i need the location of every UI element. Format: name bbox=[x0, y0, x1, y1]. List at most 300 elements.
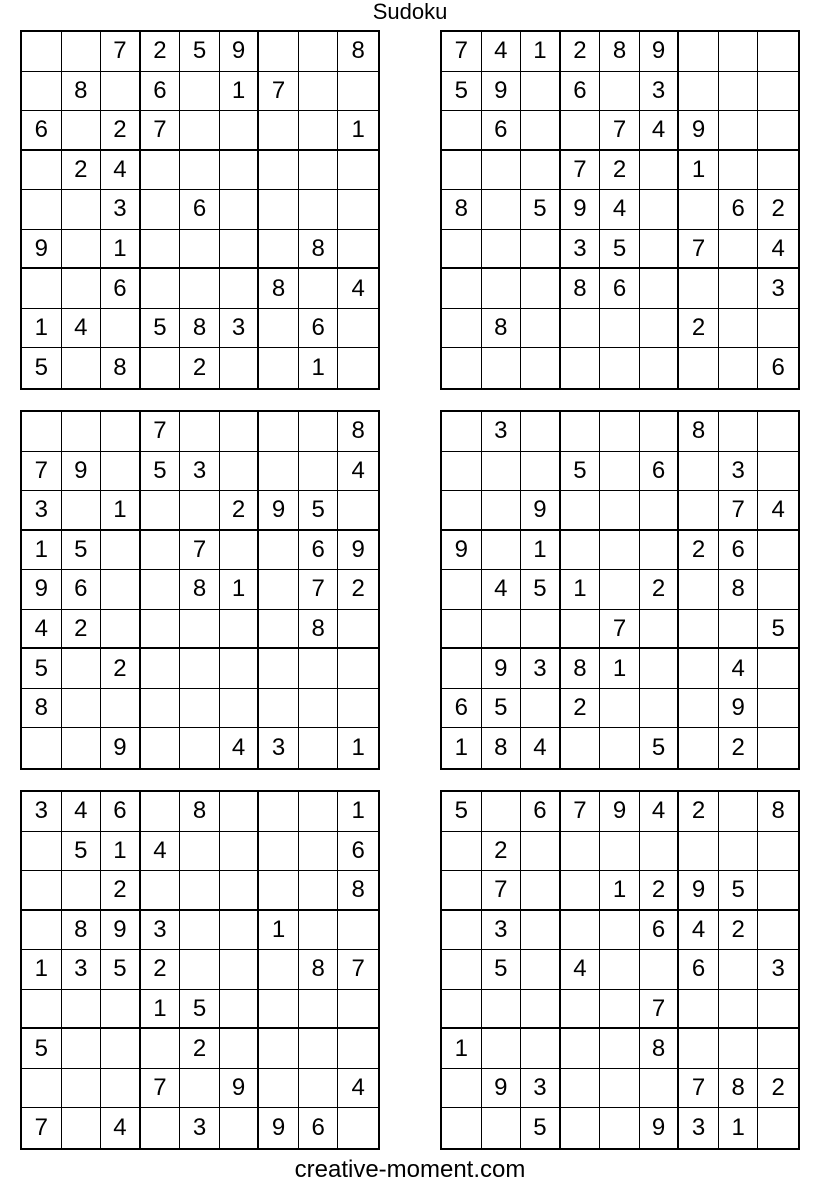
sudoku-cell[interactable] bbox=[442, 649, 482, 689]
sudoku-cell[interactable]: 7 bbox=[141, 412, 181, 452]
sudoku-cell[interactable] bbox=[561, 412, 601, 452]
sudoku-cell[interactable] bbox=[640, 950, 680, 990]
sudoku-cell[interactable]: 1 bbox=[338, 792, 378, 832]
sudoku-cell[interactable] bbox=[758, 412, 798, 452]
sudoku-cell[interactable]: 4 bbox=[141, 832, 181, 872]
sudoku-cell[interactable] bbox=[141, 871, 181, 911]
sudoku-cell[interactable]: 3 bbox=[180, 452, 220, 492]
sudoku-cell[interactable]: 2 bbox=[101, 649, 141, 689]
sudoku-cell[interactable] bbox=[600, 348, 640, 388]
sudoku-cell[interactable]: 6 bbox=[22, 111, 62, 151]
sudoku-cell[interactable]: 3 bbox=[101, 190, 141, 230]
sudoku-cell[interactable]: 5 bbox=[22, 348, 62, 388]
sudoku-cell[interactable] bbox=[640, 610, 680, 650]
sudoku-cell[interactable] bbox=[141, 230, 181, 270]
sudoku-cell[interactable] bbox=[679, 1029, 719, 1069]
sudoku-cell[interactable]: 1 bbox=[719, 1108, 759, 1148]
sudoku-cell[interactable]: 1 bbox=[561, 570, 601, 610]
sudoku-cell[interactable] bbox=[141, 1029, 181, 1069]
sudoku-cell[interactable] bbox=[640, 151, 680, 191]
sudoku-cell[interactable] bbox=[679, 610, 719, 650]
sudoku-cell[interactable]: 7 bbox=[22, 452, 62, 492]
sudoku-cell[interactable]: 9 bbox=[561, 190, 601, 230]
sudoku-cell[interactable] bbox=[679, 452, 719, 492]
sudoku-cell[interactable] bbox=[101, 309, 141, 349]
sudoku-cell[interactable] bbox=[259, 452, 299, 492]
sudoku-cell[interactable]: 7 bbox=[640, 990, 680, 1030]
sudoku-cell[interactable] bbox=[220, 950, 260, 990]
sudoku-cell[interactable]: 4 bbox=[482, 570, 522, 610]
sudoku-cell[interactable] bbox=[640, 649, 680, 689]
sudoku-cell[interactable] bbox=[62, 230, 102, 270]
sudoku-cell[interactable]: 9 bbox=[62, 452, 102, 492]
sudoku-cell[interactable] bbox=[719, 230, 759, 270]
sudoku-cell[interactable] bbox=[180, 1069, 220, 1109]
sudoku-cell[interactable]: 5 bbox=[758, 610, 798, 650]
sudoku-cell[interactable] bbox=[482, 230, 522, 270]
sudoku-cell[interactable] bbox=[521, 1029, 561, 1069]
sudoku-cell[interactable]: 6 bbox=[719, 531, 759, 571]
sudoku-cell[interactable] bbox=[561, 832, 601, 872]
sudoku-cell[interactable] bbox=[220, 151, 260, 191]
sudoku-cell[interactable] bbox=[640, 190, 680, 230]
sudoku-cell[interactable]: 2 bbox=[679, 792, 719, 832]
sudoku-cell[interactable] bbox=[561, 111, 601, 151]
sudoku-cell[interactable]: 2 bbox=[101, 871, 141, 911]
sudoku-cell[interactable] bbox=[600, 452, 640, 492]
sudoku-cell[interactable]: 2 bbox=[640, 570, 680, 610]
sudoku-cell[interactable]: 7 bbox=[299, 570, 339, 610]
sudoku-cell[interactable]: 6 bbox=[299, 1108, 339, 1148]
sudoku-cell[interactable]: 2 bbox=[338, 570, 378, 610]
sudoku-cell[interactable] bbox=[442, 950, 482, 990]
sudoku-cell[interactable]: 1 bbox=[600, 649, 640, 689]
sudoku-cell[interactable] bbox=[62, 728, 102, 768]
sudoku-cell[interactable]: 8 bbox=[180, 570, 220, 610]
sudoku-cell[interactable] bbox=[22, 911, 62, 951]
sudoku-cell[interactable] bbox=[482, 531, 522, 571]
sudoku-cell[interactable] bbox=[600, 728, 640, 768]
sudoku-cell[interactable] bbox=[141, 649, 181, 689]
sudoku-cell[interactable]: 6 bbox=[600, 269, 640, 309]
sudoku-cell[interactable]: 8 bbox=[482, 728, 522, 768]
sudoku-cell[interactable] bbox=[719, 950, 759, 990]
sudoku-cell[interactable]: 6 bbox=[719, 190, 759, 230]
sudoku-cell[interactable]: 5 bbox=[62, 832, 102, 872]
sudoku-cell[interactable] bbox=[22, 728, 62, 768]
sudoku-cell[interactable] bbox=[299, 792, 339, 832]
sudoku-cell[interactable] bbox=[521, 911, 561, 951]
sudoku-cell[interactable] bbox=[600, 309, 640, 349]
sudoku-cell[interactable] bbox=[561, 1108, 601, 1148]
sudoku-cell[interactable]: 7 bbox=[600, 111, 640, 151]
sudoku-cell[interactable] bbox=[442, 348, 482, 388]
sudoku-cell[interactable] bbox=[442, 230, 482, 270]
sudoku-cell[interactable]: 8 bbox=[299, 610, 339, 650]
sudoku-cell[interactable] bbox=[259, 230, 299, 270]
sudoku-cell[interactable] bbox=[220, 911, 260, 951]
sudoku-cell[interactable] bbox=[521, 111, 561, 151]
sudoku-cell[interactable] bbox=[180, 950, 220, 990]
sudoku-cell[interactable] bbox=[719, 1029, 759, 1069]
sudoku-cell[interactable] bbox=[640, 348, 680, 388]
sudoku-cell[interactable]: 3 bbox=[758, 950, 798, 990]
sudoku-cell[interactable] bbox=[640, 412, 680, 452]
sudoku-cell[interactable] bbox=[22, 269, 62, 309]
sudoku-cell[interactable] bbox=[640, 491, 680, 531]
sudoku-cell[interactable]: 2 bbox=[640, 871, 680, 911]
sudoku-cell[interactable]: 6 bbox=[640, 911, 680, 951]
sudoku-cell[interactable]: 2 bbox=[482, 832, 522, 872]
sudoku-cell[interactable] bbox=[220, 792, 260, 832]
sudoku-cell[interactable]: 3 bbox=[22, 491, 62, 531]
sudoku-cell[interactable] bbox=[640, 1069, 680, 1109]
sudoku-cell[interactable]: 5 bbox=[180, 32, 220, 72]
sudoku-cell[interactable]: 3 bbox=[220, 309, 260, 349]
sudoku-cell[interactable] bbox=[561, 911, 601, 951]
sudoku-cell[interactable] bbox=[259, 649, 299, 689]
sudoku-cell[interactable] bbox=[180, 230, 220, 270]
sudoku-cell[interactable] bbox=[679, 689, 719, 729]
sudoku-cell[interactable] bbox=[101, 412, 141, 452]
sudoku-cell[interactable] bbox=[299, 649, 339, 689]
sudoku-cell[interactable] bbox=[561, 728, 601, 768]
sudoku-cell[interactable]: 1 bbox=[22, 309, 62, 349]
sudoku-cell[interactable] bbox=[679, 348, 719, 388]
sudoku-cell[interactable]: 5 bbox=[141, 452, 181, 492]
sudoku-cell[interactable] bbox=[521, 309, 561, 349]
sudoku-cell[interactable]: 2 bbox=[101, 111, 141, 151]
sudoku-cell[interactable] bbox=[101, 990, 141, 1030]
sudoku-cell[interactable] bbox=[482, 1029, 522, 1069]
sudoku-cell[interactable]: 2 bbox=[679, 309, 719, 349]
sudoku-cell[interactable] bbox=[758, 72, 798, 112]
sudoku-cell[interactable]: 9 bbox=[719, 689, 759, 729]
sudoku-cell[interactable] bbox=[22, 871, 62, 911]
sudoku-cell[interactable] bbox=[679, 832, 719, 872]
sudoku-cell[interactable] bbox=[141, 792, 181, 832]
sudoku-cell[interactable] bbox=[220, 649, 260, 689]
sudoku-cell[interactable] bbox=[758, 531, 798, 571]
sudoku-cell[interactable]: 6 bbox=[338, 832, 378, 872]
sudoku-cell[interactable] bbox=[62, 1029, 102, 1069]
sudoku-cell[interactable] bbox=[180, 269, 220, 309]
sudoku-cell[interactable] bbox=[180, 689, 220, 729]
sudoku-cell[interactable] bbox=[482, 610, 522, 650]
sudoku-cell[interactable]: 5 bbox=[482, 950, 522, 990]
sudoku-cell[interactable] bbox=[22, 412, 62, 452]
sudoku-cell[interactable] bbox=[220, 871, 260, 911]
sudoku-cell[interactable]: 1 bbox=[442, 728, 482, 768]
sudoku-cell[interactable]: 3 bbox=[719, 452, 759, 492]
sudoku-cell[interactable]: 5 bbox=[141, 309, 181, 349]
sudoku-cell[interactable] bbox=[561, 348, 601, 388]
sudoku-cell[interactable] bbox=[338, 1108, 378, 1148]
sudoku-cell[interactable]: 1 bbox=[351, 734, 365, 762]
sudoku-cell[interactable]: 2 bbox=[561, 32, 601, 72]
sudoku-cell[interactable]: 5 bbox=[600, 230, 640, 270]
sudoku-cell[interactable]: 7 bbox=[141, 1069, 181, 1109]
sudoku-cell[interactable] bbox=[521, 950, 561, 990]
sudoku-cell[interactable] bbox=[640, 309, 680, 349]
sudoku-cell[interactable] bbox=[62, 689, 102, 729]
sudoku-cell[interactable]: 2 bbox=[62, 610, 102, 650]
sudoku-cell[interactable] bbox=[758, 689, 798, 729]
sudoku-cell[interactable]: 9 bbox=[220, 1069, 260, 1109]
sudoku-cell[interactable] bbox=[180, 412, 220, 452]
sudoku-cell[interactable] bbox=[299, 1029, 339, 1069]
sudoku-cell[interactable] bbox=[220, 990, 260, 1030]
sudoku-cell[interactable]: 8 bbox=[180, 792, 220, 832]
sudoku-cell[interactable] bbox=[62, 190, 102, 230]
sudoku-cell[interactable] bbox=[101, 610, 141, 650]
sudoku-cell[interactable]: 1 bbox=[299, 348, 339, 388]
sudoku-cell[interactable]: 4 bbox=[640, 111, 680, 151]
sudoku-cell[interactable] bbox=[220, 610, 260, 650]
sudoku-cell[interactable]: 8 bbox=[561, 269, 601, 309]
sudoku-cell[interactable] bbox=[180, 871, 220, 911]
sudoku-cell[interactable] bbox=[338, 151, 378, 191]
sudoku-cell[interactable] bbox=[442, 570, 482, 610]
sudoku-cell[interactable]: 2 bbox=[180, 348, 220, 388]
sudoku-cell[interactable]: 7 bbox=[482, 871, 522, 911]
sudoku-cell[interactable]: 3 bbox=[640, 72, 680, 112]
sudoku-cell[interactable] bbox=[299, 728, 339, 768]
sudoku-cell[interactable] bbox=[521, 348, 561, 388]
sudoku-cell[interactable] bbox=[719, 832, 759, 872]
sudoku-cell[interactable] bbox=[640, 531, 680, 571]
sudoku-cell[interactable]: 5 bbox=[180, 990, 220, 1030]
sudoku-cell[interactable]: 7 bbox=[22, 1108, 62, 1148]
sudoku-cell[interactable]: 7 bbox=[259, 72, 299, 112]
sudoku-cell[interactable] bbox=[482, 151, 522, 191]
sudoku-cell[interactable] bbox=[561, 990, 601, 1030]
sudoku-cell[interactable]: 4 bbox=[521, 728, 561, 768]
sudoku-cell[interactable] bbox=[719, 32, 759, 72]
sudoku-cell[interactable] bbox=[482, 792, 522, 832]
sudoku-cell[interactable]: 7 bbox=[719, 491, 759, 531]
sudoku-cell[interactable]: 8 bbox=[758, 792, 798, 832]
sudoku-cell[interactable]: 2 bbox=[758, 190, 798, 230]
sudoku-cell[interactable] bbox=[521, 452, 561, 492]
sudoku-cell[interactable] bbox=[600, 1108, 640, 1148]
sudoku-cell[interactable] bbox=[22, 32, 62, 72]
sudoku-cell[interactable] bbox=[679, 190, 719, 230]
sudoku-cell[interactable] bbox=[338, 689, 378, 729]
sudoku-cell[interactable] bbox=[561, 531, 601, 571]
sudoku-cell[interactable]: 8 bbox=[62, 72, 102, 112]
sudoku-cell[interactable]: 8 bbox=[600, 32, 640, 72]
sudoku-cell[interactable] bbox=[180, 610, 220, 650]
sudoku-cell[interactable] bbox=[600, 72, 640, 112]
sudoku-cell[interactable]: 8 bbox=[679, 412, 719, 452]
sudoku-cell[interactable] bbox=[141, 269, 181, 309]
sudoku-cell[interactable]: 6 bbox=[442, 689, 482, 729]
sudoku-cell[interactable]: 5 bbox=[101, 950, 141, 990]
sudoku-cell[interactable]: 5 bbox=[22, 649, 62, 689]
sudoku-cell[interactable] bbox=[561, 1069, 601, 1109]
sudoku-cell[interactable]: 9 bbox=[442, 531, 482, 571]
sudoku-cell[interactable] bbox=[758, 832, 798, 872]
sudoku-cell[interactable]: 2 bbox=[141, 32, 181, 72]
sudoku-cell[interactable] bbox=[101, 1029, 141, 1069]
sudoku-cell[interactable] bbox=[758, 990, 798, 1030]
sudoku-cell[interactable]: 6 bbox=[62, 570, 102, 610]
sudoku-cell[interactable] bbox=[259, 348, 299, 388]
sudoku-cell[interactable] bbox=[521, 269, 561, 309]
sudoku-cell[interactable] bbox=[22, 832, 62, 872]
sudoku-cell[interactable] bbox=[338, 1029, 378, 1069]
sudoku-cell[interactable] bbox=[259, 570, 299, 610]
sudoku-cell[interactable]: 4 bbox=[719, 649, 759, 689]
sudoku-cell[interactable] bbox=[299, 1069, 339, 1109]
sudoku-cell[interactable] bbox=[600, 832, 640, 872]
sudoku-cell[interactable] bbox=[521, 230, 561, 270]
sudoku-cell[interactable]: 4 bbox=[640, 792, 680, 832]
sudoku-cell[interactable] bbox=[561, 1029, 601, 1069]
sudoku-cell[interactable]: 9 bbox=[679, 871, 719, 911]
sudoku-cell[interactable] bbox=[442, 832, 482, 872]
sudoku-cell[interactable]: 7 bbox=[679, 1069, 719, 1109]
sudoku-cell[interactable]: 3 bbox=[758, 269, 798, 309]
sudoku-cell[interactable]: 8 bbox=[62, 911, 102, 951]
sudoku-cell[interactable]: 9 bbox=[338, 531, 378, 571]
sudoku-cell[interactable] bbox=[600, 1069, 640, 1109]
sudoku-cell[interactable] bbox=[220, 348, 260, 388]
sudoku-cell[interactable]: 2 bbox=[719, 911, 759, 951]
sudoku-cell[interactable] bbox=[482, 1108, 522, 1148]
sudoku-cell[interactable] bbox=[482, 190, 522, 230]
sudoku-cell[interactable]: 9 bbox=[482, 649, 522, 689]
sudoku-cell[interactable] bbox=[600, 950, 640, 990]
sudoku-cell[interactable] bbox=[758, 151, 798, 191]
sudoku-cell[interactable]: 7 bbox=[679, 230, 719, 270]
sudoku-cell[interactable]: 2 bbox=[600, 151, 640, 191]
sudoku-cell[interactable] bbox=[679, 990, 719, 1030]
sudoku-cell[interactable] bbox=[62, 32, 102, 72]
sudoku-cell[interactable]: 1 bbox=[521, 32, 561, 72]
sudoku-cell[interactable]: 6 bbox=[640, 452, 680, 492]
sudoku-cell[interactable] bbox=[259, 832, 299, 872]
sudoku-cell[interactable] bbox=[259, 151, 299, 191]
sudoku-cell[interactable] bbox=[758, 452, 798, 492]
sudoku-cell[interactable] bbox=[299, 269, 339, 309]
sudoku-cell[interactable]: 8 bbox=[338, 412, 378, 452]
sudoku-cell[interactable]: 6 bbox=[180, 190, 220, 230]
sudoku-cell[interactable]: 1 bbox=[220, 72, 260, 112]
sudoku-cell[interactable] bbox=[640, 230, 680, 270]
sudoku-cell[interactable] bbox=[22, 190, 62, 230]
sudoku-cell[interactable] bbox=[259, 32, 299, 72]
sudoku-cell[interactable]: 4 bbox=[101, 151, 141, 191]
sudoku-cell[interactable] bbox=[141, 728, 181, 768]
sudoku-cell[interactable] bbox=[22, 72, 62, 112]
sudoku-cell[interactable]: 6 bbox=[771, 354, 785, 382]
sudoku-cell[interactable]: 5 bbox=[299, 491, 339, 531]
sudoku-cell[interactable]: 5 bbox=[640, 728, 680, 768]
sudoku-cell[interactable] bbox=[719, 792, 759, 832]
sudoku-cell[interactable]: 7 bbox=[338, 950, 378, 990]
sudoku-cell[interactable] bbox=[521, 689, 561, 729]
sudoku-cell[interactable]: 8 bbox=[22, 689, 62, 729]
sudoku-cell[interactable]: 6 bbox=[482, 111, 522, 151]
sudoku-cell[interactable]: 2 bbox=[561, 689, 601, 729]
sudoku-cell[interactable] bbox=[299, 151, 339, 191]
sudoku-cell[interactable] bbox=[442, 269, 482, 309]
sudoku-cell[interactable] bbox=[758, 309, 798, 349]
sudoku-cell[interactable] bbox=[62, 491, 102, 531]
sudoku-cell[interactable] bbox=[482, 269, 522, 309]
sudoku-cell[interactable]: 1 bbox=[101, 491, 141, 531]
sudoku-cell[interactable]: 1 bbox=[521, 531, 561, 571]
sudoku-cell[interactable] bbox=[600, 689, 640, 729]
sudoku-cell[interactable]: 7 bbox=[442, 32, 482, 72]
sudoku-cell[interactable]: 7 bbox=[600, 610, 640, 650]
sudoku-cell[interactable] bbox=[521, 610, 561, 650]
sudoku-cell[interactable] bbox=[640, 269, 680, 309]
sudoku-cell[interactable]: 3 bbox=[521, 649, 561, 689]
sudoku-cell[interactable]: 9 bbox=[640, 1108, 680, 1148]
sudoku-cell[interactable] bbox=[758, 1029, 798, 1069]
sudoku-cell[interactable] bbox=[259, 689, 299, 729]
sudoku-cell[interactable]: 1 bbox=[101, 230, 141, 270]
sudoku-cell[interactable]: 8 bbox=[299, 950, 339, 990]
sudoku-cell[interactable]: 5 bbox=[62, 531, 102, 571]
sudoku-cell[interactable]: 5 bbox=[561, 452, 601, 492]
sudoku-cell[interactable] bbox=[141, 570, 181, 610]
sudoku-cell[interactable] bbox=[180, 72, 220, 112]
sudoku-cell[interactable] bbox=[442, 452, 482, 492]
sudoku-cell[interactable]: 3 bbox=[482, 911, 522, 951]
sudoku-cell[interactable] bbox=[259, 1069, 299, 1109]
sudoku-cell[interactable] bbox=[600, 570, 640, 610]
sudoku-cell[interactable] bbox=[338, 348, 378, 388]
sudoku-cell[interactable] bbox=[220, 111, 260, 151]
sudoku-cell[interactable]: 1 bbox=[679, 151, 719, 191]
sudoku-cell[interactable] bbox=[141, 531, 181, 571]
sudoku-cell[interactable] bbox=[719, 412, 759, 452]
sudoku-cell[interactable]: 8 bbox=[640, 1029, 680, 1069]
sudoku-cell[interactable] bbox=[600, 1029, 640, 1069]
sudoku-cell[interactable] bbox=[758, 649, 798, 689]
sudoku-cell[interactable] bbox=[259, 950, 299, 990]
sudoku-cell[interactable] bbox=[442, 871, 482, 911]
sudoku-cell[interactable]: 6 bbox=[299, 309, 339, 349]
sudoku-cell[interactable] bbox=[101, 72, 141, 112]
sudoku-cell[interactable] bbox=[338, 649, 378, 689]
sudoku-cell[interactable] bbox=[600, 491, 640, 531]
sudoku-cell[interactable] bbox=[101, 689, 141, 729]
sudoku-cell[interactable] bbox=[62, 269, 102, 309]
sudoku-cell[interactable]: 8 bbox=[442, 190, 482, 230]
sudoku-cell[interactable] bbox=[482, 491, 522, 531]
sudoku-cell[interactable] bbox=[180, 151, 220, 191]
sudoku-cell[interactable] bbox=[561, 610, 601, 650]
sudoku-cell[interactable] bbox=[141, 348, 181, 388]
sudoku-cell[interactable]: 1 bbox=[220, 570, 260, 610]
sudoku-cell[interactable] bbox=[299, 72, 339, 112]
sudoku-cell[interactable] bbox=[259, 792, 299, 832]
sudoku-cell[interactable]: 3 bbox=[62, 950, 102, 990]
sudoku-cell[interactable]: 4 bbox=[62, 309, 102, 349]
sudoku-cell[interactable]: 1 bbox=[101, 832, 141, 872]
sudoku-cell[interactable]: 5 bbox=[482, 689, 522, 729]
sudoku-cell[interactable] bbox=[22, 990, 62, 1030]
sudoku-cell[interactable] bbox=[719, 309, 759, 349]
sudoku-cell[interactable]: 9 bbox=[259, 1108, 299, 1148]
sudoku-cell[interactable]: 9 bbox=[679, 111, 719, 151]
sudoku-cell[interactable] bbox=[180, 491, 220, 531]
